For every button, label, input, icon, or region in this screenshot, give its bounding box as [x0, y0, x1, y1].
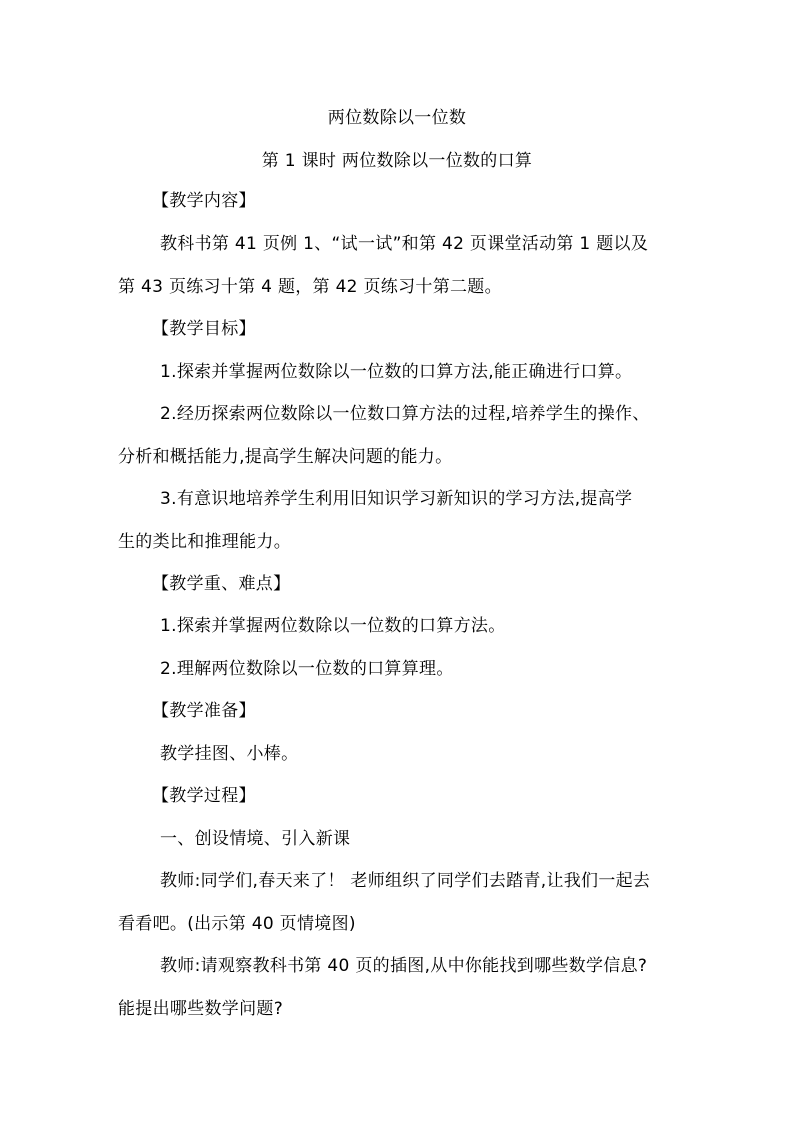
teacher-line-2b: 能提出哪些数学问题? — [118, 999, 284, 1019]
preparation-text: 教学挂图、小棒。 — [160, 744, 299, 764]
process-step-1: 一、创设情境、引入新课 — [160, 829, 351, 849]
teacher-line-2a: 教师:请观察教科书第 40 页的插图,从中你能找到哪些数学信息? — [160, 956, 648, 976]
content-text-line-1: 教科书第 41 页例 1、“试一试”和第 42 页课堂活动第 1 题以及 — [160, 234, 649, 254]
section-heading-preparation: 【教学准备】 — [152, 701, 256, 721]
goal-1: 1.探索并掌握两位数除以一位数的口算方法,能正确进行口算。 — [160, 362, 633, 382]
document-title: 两位数除以一位数 — [327, 108, 467, 128]
teacher-line-1a: 教师:同学们,春天来了！ 老师组织了同学们去踏青,让我们一起去 — [160, 871, 651, 891]
section-heading-content: 【教学内容】 — [152, 191, 256, 211]
goal-2-line-1: 2.经历探索两位数除以一位数口算方法的过程,培养学生的操作、 — [160, 404, 650, 424]
content-text-line-2: 第 43 页练习十第 4 题，第 42 页练习十第二题。 — [118, 277, 502, 297]
teacher-line-1b: 看看吧。(出示第 40 页情境图) — [118, 914, 356, 934]
lesson-subtitle: 第 1 课时 两位数除以一位数的口算 — [261, 151, 533, 171]
goal-2-line-2: 分析和概括能力,提高学生解决问题的能力。 — [118, 447, 453, 467]
section-heading-goals: 【教学目标】 — [152, 319, 256, 339]
section-heading-key-points: 【教学重、难点】 — [152, 574, 291, 594]
section-heading-process: 【教学过程】 — [152, 786, 256, 806]
goal-3-line-2: 生的类比和推理能力。 — [118, 532, 291, 552]
key-point-2: 2.理解两位数除以一位数的口算算理。 — [160, 659, 454, 679]
goal-3-line-1: 3.有意识地培养学生利用旧知识学习新知识的学习方法,提高学 — [160, 489, 633, 509]
key-point-1: 1.探索并掌握两位数除以一位数的口算方法。 — [160, 616, 506, 636]
